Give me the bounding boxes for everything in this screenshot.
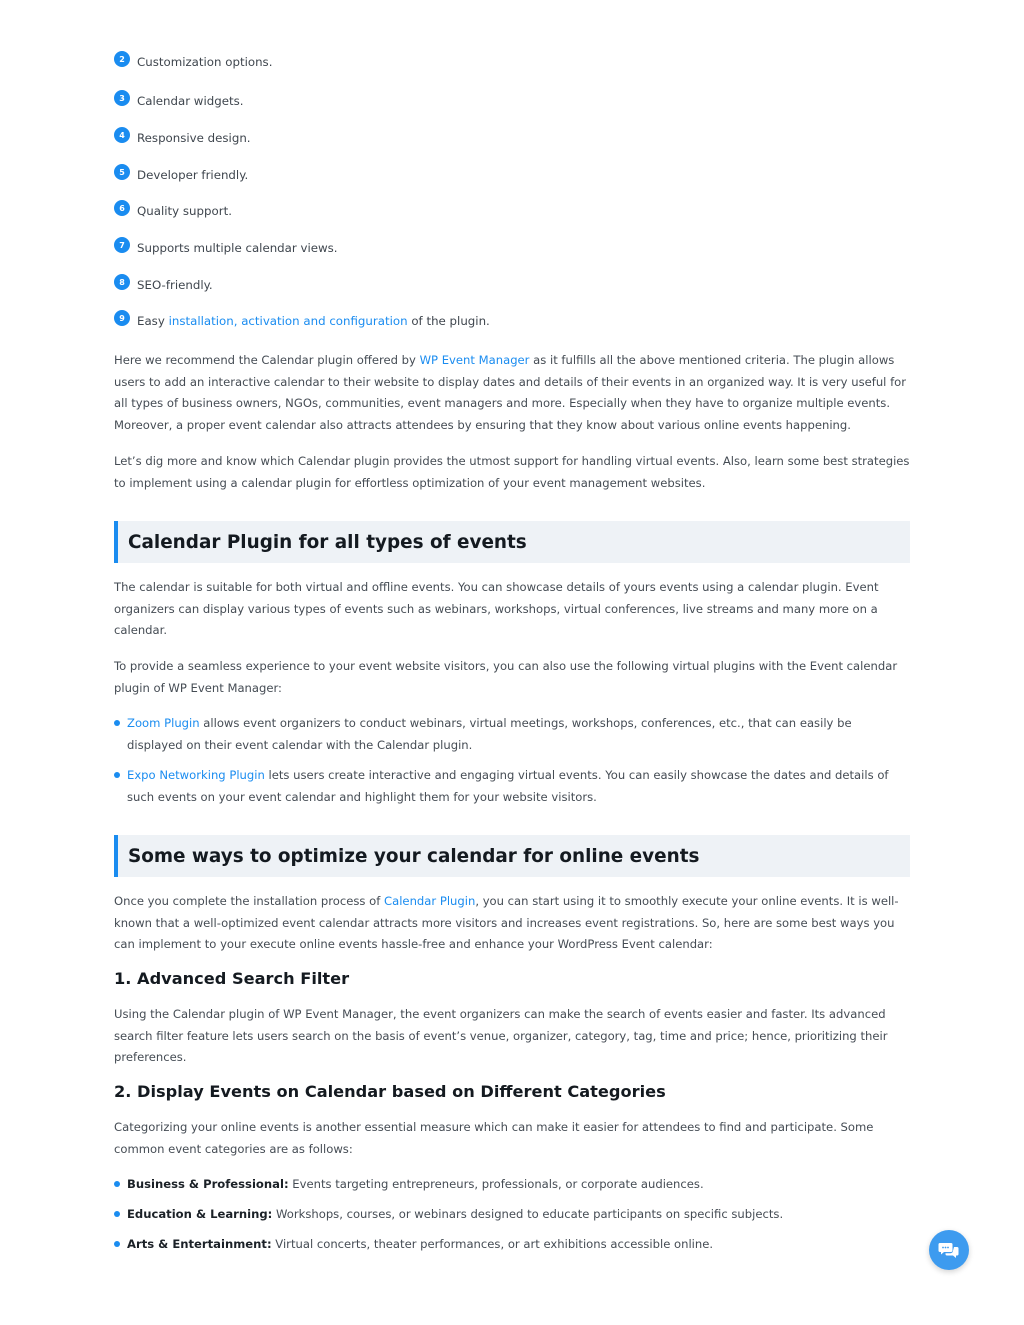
- calendar-plugin-link[interactable]: Calendar Plugin: [384, 894, 476, 908]
- section-text-post: , you can start using it to smoothly execute your online events. It is well-known that a well-optimized event calendar attracts more visitors and increases event registrations. So, here are some best ways you can implement to your execute online events hassle-free and enhance your WordPress Event calendar:: [114, 894, 899, 952]
- list-item-text: Developer friendly.: [137, 168, 249, 182]
- category-text: Events targeting entrepreneurs, professionals, or corporate audiences.: [288, 1177, 704, 1191]
- expo-networking-plugin-link[interactable]: Expo Networking Plugin: [127, 768, 265, 782]
- number-badge: 4: [114, 127, 130, 143]
- chat-bubbles-icon: [938, 1241, 960, 1259]
- list-item-text: [137, 314, 490, 328]
- intro-paragraph: [114, 350, 910, 437]
- list-item-text: SEO-friendly.: [137, 278, 213, 292]
- list-item-text: Supports multiple calendar views.: [137, 241, 338, 255]
- section-heading: Some ways to optimize your calendar for online events: [128, 845, 700, 867]
- category-label: Education & Learning:: [127, 1207, 273, 1221]
- bullet-dot: [114, 1181, 120, 1187]
- numbered-list-item: [114, 128, 251, 148]
- section-paragraph: Using the Calendar plugin of WP Event Manager, the event organizers can make the search of events easier and faster. Its advanced search filter feature lets users search on the basis of event’s venue, organizer, category, tag, time and price; hence, prioritizing their preferences.: [114, 1007, 888, 1065]
- section-heading: Calendar Plugin for all types of events: [128, 531, 527, 553]
- section-heading-box: [114, 521, 910, 563]
- list-item-text: Customization options.: [137, 55, 273, 69]
- numbered-list-item: [114, 311, 490, 331]
- bullet-text: lets users create interactive and engaging virtual events. You can easily showcase the dates and details of such events on your event calendar and highlight them for your website visitors.: [127, 768, 889, 804]
- number-badge: 3: [114, 90, 130, 106]
- section-paragraph: To provide a seamless experience to your event website visitors, you can also use the following virtual plugins with the Event calendar plugin of WP Event Manager:: [114, 659, 898, 695]
- subheading-categories: 2. Display Events on Calendar based on Different Categories: [114, 1082, 666, 1101]
- number-badge: 6: [114, 200, 130, 216]
- zoom-plugin-link[interactable]: Zoom Plugin: [127, 716, 200, 730]
- bullet-dot: [114, 772, 120, 778]
- list-item-text-pre: Easy: [137, 314, 169, 328]
- intro-text-pre: Here we recommend the Calendar plugin offered by: [114, 353, 420, 367]
- section-heading-box: [114, 835, 910, 877]
- intro-text-post: as it fulfills all the above mentioned criteria. The plugin allows users to add an interactive calendar to their website to display dates and details of their events in an organized way. It is very useful for all types of business owners, NGOs, communities, event managers and more. Especially when they have to organize multiple events. Moreover, a proper event calendar also attracts attendees by ensuring that they know about various online events happening.: [114, 353, 907, 433]
- wp-event-manager-link[interactable]: WP Event Manager: [419, 353, 530, 367]
- installation-activation-configuration-link[interactable]: installation, activation and configuration: [168, 314, 408, 328]
- numbered-list-item: [114, 165, 248, 185]
- bullet-text: allows event organizers to conduct webinars, virtual meetings, workshops, conferences, etc., that can easily be displayed on their event calendar with the Calendar plugin.: [127, 716, 852, 752]
- list-item-text: Quality support.: [137, 204, 232, 218]
- numbered-list-item: [114, 275, 213, 295]
- number-badge: 5: [114, 164, 130, 180]
- numbered-list-item: [114, 201, 232, 221]
- category-label: Arts & Entertainment:: [127, 1237, 272, 1251]
- bullet-dot: [114, 720, 120, 726]
- category-label: Business & Professional:: [127, 1177, 289, 1191]
- list-item-text: Calendar widgets.: [137, 94, 244, 108]
- subheading-advanced-search: 1. Advanced Search Filter: [114, 969, 350, 988]
- list-item: [114, 713, 910, 756]
- section-paragraph: Categorizing your online events is another essential measure which can make it easier for attendees to find and participate. Some common event categories are as follows:: [114, 1120, 874, 1156]
- numbered-list-item: [114, 91, 243, 111]
- list-item: [114, 1204, 910, 1226]
- bullet-dot: [114, 1211, 120, 1217]
- list-item: [114, 1174, 910, 1196]
- list-item-text: Responsive design.: [137, 131, 251, 145]
- chat-button[interactable]: [929, 1230, 969, 1270]
- list-item: [114, 1234, 910, 1256]
- category-text: Workshops, courses, or webinars designed to educate participants on specific subjects.: [272, 1207, 784, 1221]
- intro-paragraph-2: Let’s dig more and know which Calendar plugin provides the utmost support for handling virtual events. Also, learn some best strategies to implement using a calendar plugin for effortless optimization of your event management websites.: [114, 454, 910, 490]
- category-text: Virtual concerts, theater performances, or art exhibitions accessible online.: [271, 1237, 714, 1251]
- number-badge: 8: [114, 274, 130, 290]
- section-text-pre: Once you complete the installation process of: [114, 894, 385, 908]
- section-paragraph: [114, 891, 910, 956]
- numbered-list-item: [114, 52, 272, 72]
- number-badge: 7: [114, 237, 130, 253]
- number-badge: 9: [114, 310, 130, 326]
- bullet-dot: [114, 1241, 120, 1247]
- list-item: [114, 765, 910, 808]
- list-item-text-post: of the plugin.: [407, 314, 490, 328]
- numbered-list-item: [114, 238, 338, 258]
- number-badge: 2: [114, 51, 130, 67]
- section-paragraph: The calendar is suitable for both virtual and offline events. You can showcase details of yours events using a calendar plugin. Event organizers can display various types of events such as webinars, workshops, virtual conferences, live streams and many more on a calendar.: [114, 580, 879, 638]
